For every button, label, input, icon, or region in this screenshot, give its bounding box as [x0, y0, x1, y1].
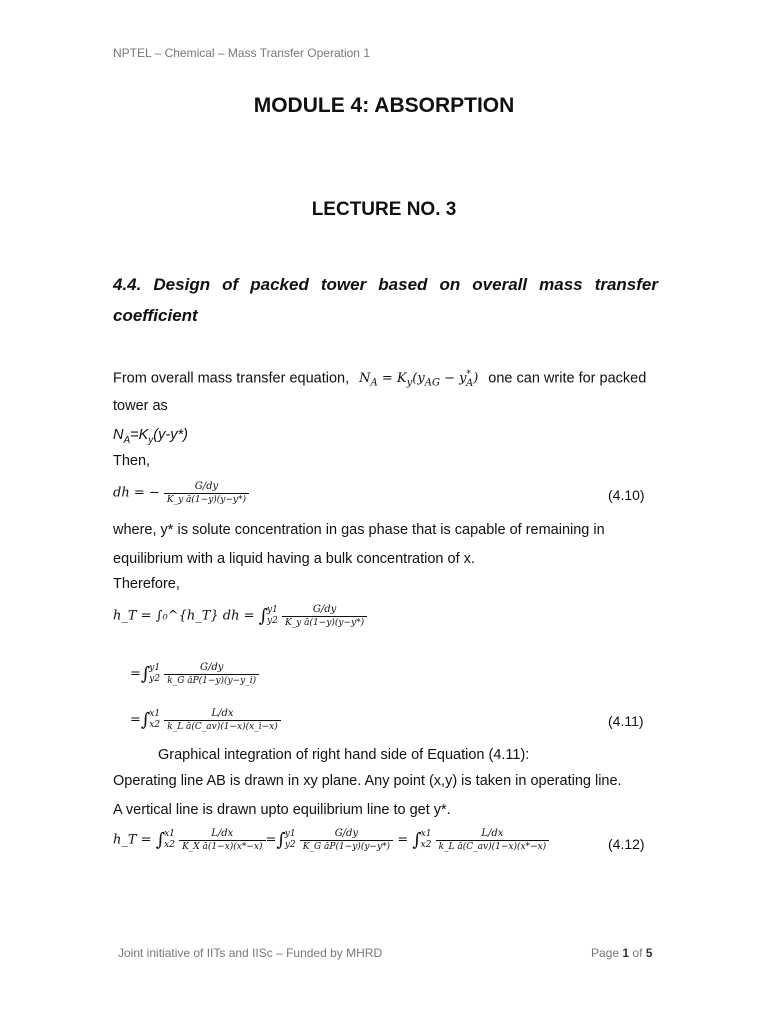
eq-number-4-12: (4.12) [608, 836, 645, 852]
equation-4-11: =∫ x1 x2 $\frac{L/dx}{\text{k\_L ā(C\_av)(1−x)(x\_i−x)}}$ [130, 707, 281, 733]
equation-ht-2: =∫ y1 y2 $\frac{G/dy}{\text{k\_G āP(1−y)(y−y\_i)}}$ [130, 661, 259, 687]
module-title: MODULE 4: ABSORPTION [253, 94, 515, 117]
eq412-lhs: h_T = [113, 832, 152, 848]
intro-line [113, 360, 673, 399]
footer-text: Joint initiative of IITs and IISc – Funded by MHRD [118, 946, 383, 960]
eq-number-4-11: (4.11) [608, 713, 644, 729]
eq-ht2-fraction: $\frac{G/dy}{\text{k\_G āP(1−y)(y−y\_i)}}$ [164, 661, 259, 687]
intro-cont: tower as [113, 398, 168, 414]
eq-na: $N_A=K_y(y-y*)$ [113, 427, 188, 446]
inline-eq-sub-a: A [370, 377, 378, 389]
eq410-lhs: dh = − [113, 485, 160, 501]
equation-4-10 [113, 480, 249, 506]
inline-eq-k: = K [377, 371, 407, 387]
eq-ht-lhs: h_T = ∫₀^{h_T} dh = [113, 608, 259, 624]
intro-suffix: one can write for packed [488, 370, 647, 387]
intro-prefix: From overall mass transfer equation, [113, 370, 350, 387]
eq-number-4-10: (4.10) [608, 487, 645, 503]
inline-eq-n: N [359, 371, 371, 387]
graphical-text: Graphical integration of right hand side of Equation (4.11): [158, 747, 530, 763]
inline-eq-close: ) [473, 371, 479, 387]
where-line-2: equilibrium with a liquid having a bulk concentration of x. [113, 551, 475, 567]
operating-line-2: A vertical line is drawn upto equilibrium line to get y*. [113, 802, 451, 818]
section-heading: 4.4. Design of packed tower based on overall mass transfer coefficient [113, 275, 658, 325]
equation-4-12: h_T = ∫ x1 x2 $\frac{L/dx}{\text{K\_X ā(1−x)(x*−x)}}$ =∫ y1 y2 $\frac{G/dy}{\text{K\_G āP(1−y)(y−y*)}}$ = ∫ x1 x2 $\frac{L/dx}{\text{k\_L ā(C\_av)(1−x)(x*−x)}}$ [113, 827, 549, 853]
operating-line-1: Operating line AB is drawn in xy plane. Any point (x,y) is taken in operating line. [113, 773, 622, 789]
eq411-fraction: $\frac{L/dx}{\text{k\_L ā(C\_av)(1−x)(x\_i−x)}}$ [164, 707, 280, 733]
lecture-title: LECTURE NO. 3 [311, 199, 457, 220]
where-line-1: where, y* is solute concentration in gas phase that is capable of remaining in [113, 522, 605, 538]
then-text: Then, [113, 453, 151, 469]
inline-eq-paren: (y [412, 371, 425, 387]
eq-ht-fraction: $\frac{G/dy}{\text{K\_y ā(1−y)(y−y*)}}$ [282, 603, 367, 629]
inline-eq-star: * [466, 370, 471, 380]
eq412-term2: $\frac{G/dy}{\text{K\_G āP(1−y)(y−y*)}}$ [300, 827, 393, 853]
therefore-text: Therefore, [113, 576, 180, 592]
inline-eq-minus: − y [439, 371, 467, 387]
inline-eq-sub-a2: A [465, 377, 474, 389]
eq410-fraction: $\frac{G/dy}{\text{K\_y ā(1−y)(y−y*)}}$ [164, 480, 249, 506]
inline-equation [359, 370, 479, 389]
page-indicator: Page 1 of 5 [591, 946, 653, 960]
eq412-term3: $\frac{L/dx}{\text{k\_L ā(C\_av)(1−x)(x*−x)}}$ [436, 827, 550, 853]
inline-eq-sub-y: y [406, 377, 413, 389]
inline-eq-sub-ag: AG [424, 377, 440, 389]
page-header: NPTEL – Chemical – Mass Transfer Operation 1 [113, 46, 370, 60]
eq412-term1: $\frac{L/dx}{\text{K\_X ā(1−x)(x*−x)}}$ [179, 827, 265, 853]
equation-ht: h_T = ∫₀^{h_T} dh = ∫ y1 y2 $\frac{G/dy}{\text{K\_y ā(1−y)(y−y*)}}$ [113, 603, 367, 629]
